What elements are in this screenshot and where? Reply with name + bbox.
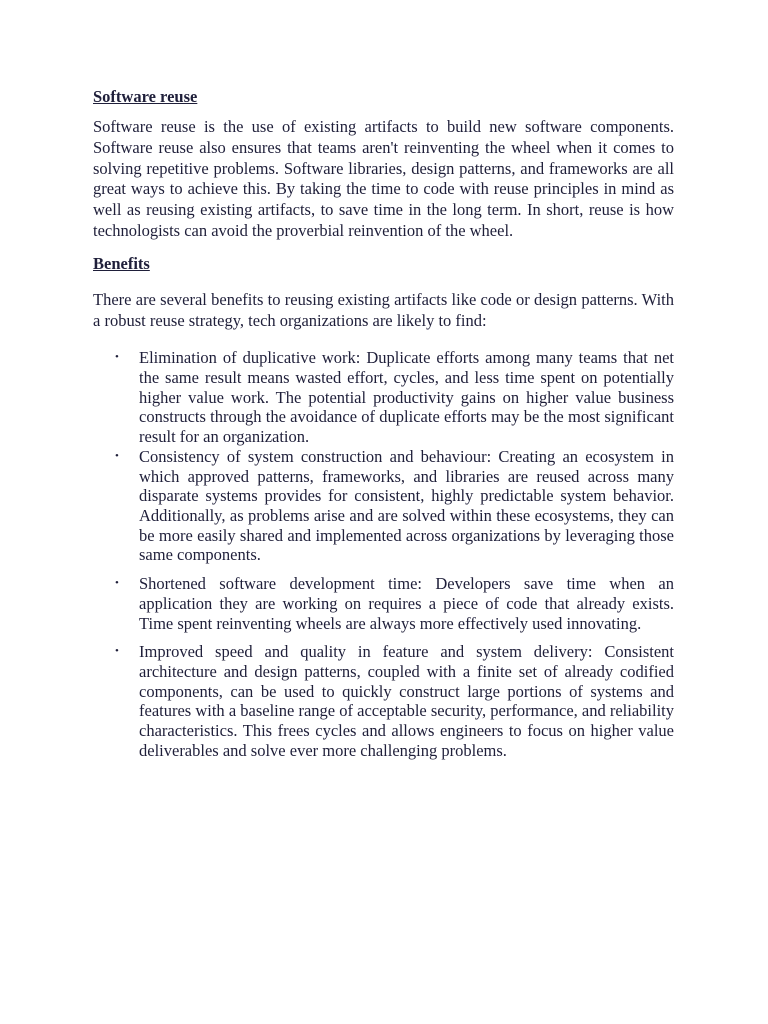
benefit-list-item: [93, 348, 674, 447]
benefit-text: Improved speed and quality in feature and system delivery: Consistent architecture and design patterns, coupled with a finite set of already codified components, can be used to quickly construct large portions of systems and features with a baseline range of acceptable security, performance, and reliability characteristics. This frees cycles and allows engineers to focus on higher value deliverables and solve ever more challenging problems.: [139, 642, 674, 760]
benefit-list-item: [93, 574, 674, 633]
bullet-icon: •: [115, 449, 119, 462]
software-reuse-paragraph: Software reuse is the use of existing artifacts to build new software components. Software reuse also ensures that teams aren't reinventing the wheel when it comes to solving repetitive problems. Software libraries, design patterns, and frameworks are all great ways to achieve this. By taking the time to code with reuse principles in mind as well as reusing existing artifacts, to save time in the long term. In short, reuse is how technologists can avoid the proverbial reinvention of the wheel.: [93, 117, 674, 240]
document-page: [93, 86, 674, 760]
benefit-list-item: [93, 642, 674, 760]
benefit-text: Shortened software development time: Developers save time when an application they are working on requires a piece of code that already exists. Time spent reinventing wheels are always more effectively used innovating.: [139, 574, 674, 633]
benefit-text: Elimination of duplicative work: Duplicate efforts among many teams that net the same result means wasted effort, cycles, and less time spent on potentially higher value work. The potential productivity gains on higher value business constructs through the avoidance of duplicate efforts may be the most significant result for an organization.: [139, 348, 674, 447]
software-reuse-heading: Software reuse: [93, 87, 198, 106]
bullet-icon: •: [115, 351, 119, 364]
benefit-text: Consistency of system construction and behaviour: Creating an ecosystem in which approved patterns, frameworks, and libraries are reused across many disparate systems provides for consistent, highly predictable system behavior. Additionally, as problems arise and are solved within these ecosystems, they can be more easily shared and implemented across organizations by leveraging those same components.: [139, 446, 674, 565]
bullet-icon: •: [115, 645, 119, 658]
benefit-list-item: [93, 447, 674, 565]
benefits-list: [93, 348, 674, 760]
benefits-intro-paragraph: There are several benefits to reusing existing artifacts like code or design patterns. With a robust reuse strategy, tech organizations are likely to find:: [93, 289, 674, 330]
benefits-heading: Benefits: [93, 253, 150, 273]
bullet-icon: •: [115, 577, 119, 590]
